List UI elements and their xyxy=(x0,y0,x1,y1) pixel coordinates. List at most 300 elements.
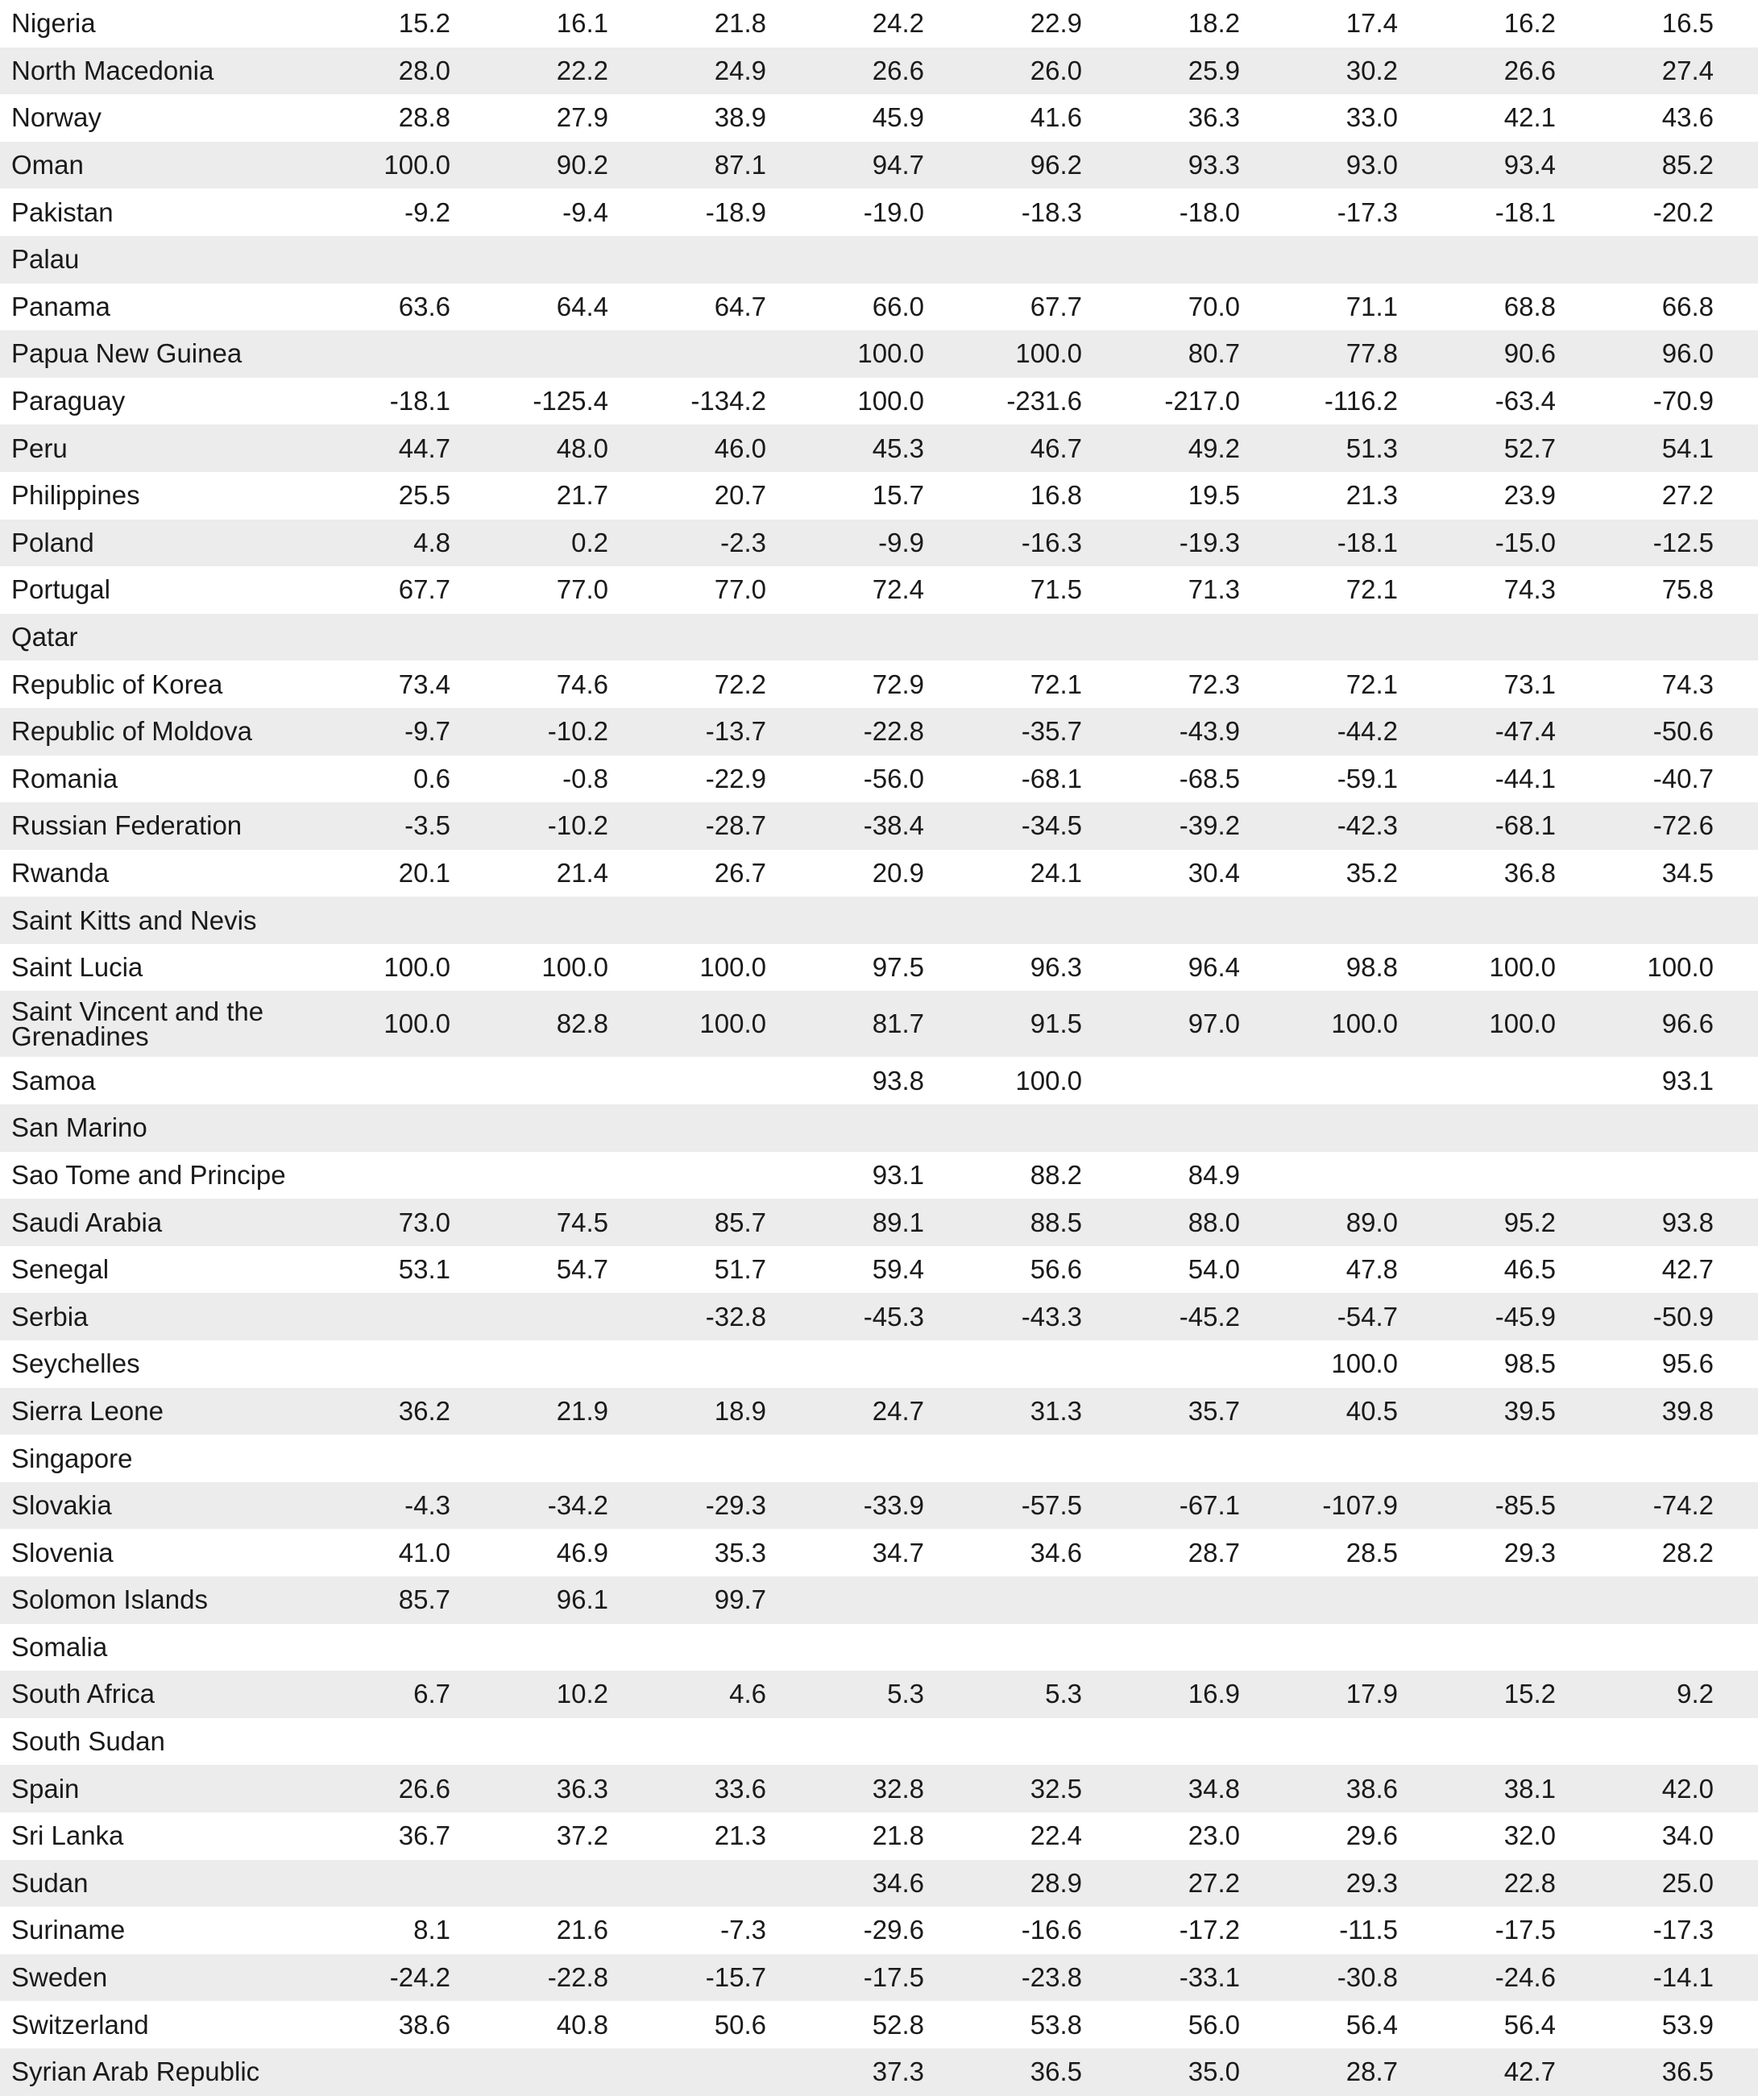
value-cell xyxy=(970,1576,1128,1624)
value-cell xyxy=(496,1624,654,1671)
table-row xyxy=(0,1340,1758,1388)
value-cell: 16.9 xyxy=(1128,1671,1286,1718)
value-cell: 24.2 xyxy=(812,0,970,48)
value-cell: 93.3 xyxy=(1128,142,1286,189)
table-row xyxy=(0,991,1758,1057)
value-cell: 71.1 xyxy=(1286,284,1444,331)
value-cell: 72.1 xyxy=(1286,661,1444,708)
value-cell xyxy=(654,2048,812,2096)
value-cell: -68.1 xyxy=(970,756,1128,803)
value-cell: 84.9 xyxy=(1128,1152,1286,1199)
value-cell xyxy=(654,236,812,284)
value-cell: -45.2 xyxy=(1128,1293,1286,1340)
value-cell: 32.8 xyxy=(812,1765,970,1812)
value-cell: 56.4 xyxy=(1444,2001,1602,2048)
value-cell: 74.3 xyxy=(1444,566,1602,614)
value-cell: 90.6 xyxy=(1444,330,1602,378)
value-cell: -68.1 xyxy=(1444,802,1602,850)
country-name-cell: Syrian Arab Republic xyxy=(0,2048,338,2096)
value-cell: -4.3 xyxy=(338,1482,496,1530)
value-cell xyxy=(1128,1435,1286,1482)
value-cell: 46.5 xyxy=(1444,1246,1602,1294)
value-cell xyxy=(1602,1104,1758,1152)
value-cell xyxy=(1444,897,1602,944)
value-cell: -23.8 xyxy=(970,1954,1128,2002)
value-cell xyxy=(1286,1718,1444,1766)
value-cell: 23.0 xyxy=(1128,1812,1286,1860)
value-cell: 28.9 xyxy=(970,1860,1128,1907)
value-cell: 31.3 xyxy=(970,1388,1128,1435)
value-cell: 64.7 xyxy=(654,284,812,331)
table-row xyxy=(0,330,1758,378)
value-cell: 36.5 xyxy=(1602,2048,1758,2096)
value-cell: 74.5 xyxy=(496,1199,654,1246)
value-cell: -24.6 xyxy=(1444,1954,1602,2002)
value-cell: 46.7 xyxy=(970,425,1128,472)
country-name-cell: Singapore xyxy=(0,1435,338,1482)
value-cell: 38.6 xyxy=(1286,1765,1444,1812)
value-cell: 36.3 xyxy=(496,1765,654,1812)
value-cell: 46.0 xyxy=(654,425,812,472)
value-cell: 27.2 xyxy=(1128,1860,1286,1907)
value-cell: 52.8 xyxy=(812,2001,970,2048)
value-cell: 100.0 xyxy=(338,991,496,1057)
value-cell: 91.5 xyxy=(970,991,1128,1057)
value-cell: 72.3 xyxy=(1128,661,1286,708)
value-cell: 100.0 xyxy=(812,378,970,425)
value-cell: 38.6 xyxy=(338,2001,496,2048)
value-cell: 19.5 xyxy=(1128,472,1286,520)
value-cell xyxy=(338,2048,496,2096)
value-cell xyxy=(338,897,496,944)
value-cell xyxy=(496,1057,654,1104)
value-cell xyxy=(1128,1576,1286,1624)
value-cell xyxy=(1286,1435,1444,1482)
table-row xyxy=(0,1718,1758,1766)
value-cell: 36.3 xyxy=(1128,94,1286,142)
value-cell: 45.9 xyxy=(812,94,970,142)
value-cell xyxy=(1128,897,1286,944)
table-row xyxy=(0,1765,1758,1812)
value-cell: -7.3 xyxy=(654,1907,812,1954)
value-cell: -9.7 xyxy=(338,708,496,756)
value-cell: 21.9 xyxy=(496,1388,654,1435)
value-cell: 21.3 xyxy=(654,1812,812,1860)
value-cell xyxy=(496,1860,654,1907)
value-cell xyxy=(1444,614,1602,661)
country-name-cell: Seychelles xyxy=(0,1340,338,1388)
value-cell: 40.5 xyxy=(1286,1388,1444,1435)
value-cell: 25.9 xyxy=(1128,48,1286,95)
value-cell: 72.2 xyxy=(654,661,812,708)
country-name-cell: Poland xyxy=(0,520,338,567)
value-cell xyxy=(1286,1624,1444,1671)
country-name-cell: San Marino xyxy=(0,1104,338,1152)
value-cell: 28.7 xyxy=(1286,2048,1444,2096)
value-cell: 100.0 xyxy=(654,944,812,992)
value-cell: -18.1 xyxy=(1286,520,1444,567)
value-cell: -34.2 xyxy=(496,1482,654,1530)
table-row xyxy=(0,1671,1758,1718)
value-cell xyxy=(1286,1104,1444,1152)
value-cell xyxy=(970,614,1128,661)
country-name-cell: Russian Federation xyxy=(0,802,338,850)
value-cell: 88.5 xyxy=(970,1199,1128,1246)
value-cell xyxy=(812,1435,970,1482)
value-cell xyxy=(1444,1435,1602,1482)
value-cell xyxy=(1128,1340,1286,1388)
value-cell: 98.8 xyxy=(1286,944,1444,992)
value-cell xyxy=(1444,1104,1602,1152)
value-cell: -72.6 xyxy=(1602,802,1758,850)
country-name-cell: Portugal xyxy=(0,566,338,614)
value-cell xyxy=(812,1576,970,1624)
value-cell: -56.0 xyxy=(812,756,970,803)
value-cell: -34.5 xyxy=(970,802,1128,850)
value-cell: 32.5 xyxy=(970,1765,1128,1812)
value-cell: 33.0 xyxy=(1286,94,1444,142)
country-name-cell: Norway xyxy=(0,94,338,142)
value-cell: -44.2 xyxy=(1286,708,1444,756)
country-name-cell: Nigeria xyxy=(0,0,338,48)
value-cell: 21.3 xyxy=(1286,472,1444,520)
value-cell: 37.3 xyxy=(812,2048,970,2096)
country-name-cell: South Sudan xyxy=(0,1718,338,1766)
value-cell: 8.1 xyxy=(338,1907,496,1954)
value-cell xyxy=(1602,1152,1758,1199)
value-cell: 71.3 xyxy=(1128,566,1286,614)
table-row xyxy=(0,1812,1758,1860)
value-cell: 54.7 xyxy=(496,1246,654,1294)
value-cell: -29.6 xyxy=(812,1907,970,1954)
value-cell: 41.0 xyxy=(338,1529,496,1576)
value-cell: 100.0 xyxy=(654,991,812,1057)
value-cell xyxy=(338,1340,496,1388)
value-cell: -15.7 xyxy=(654,1954,812,2002)
value-cell: 100.0 xyxy=(338,142,496,189)
value-cell xyxy=(1128,1104,1286,1152)
value-cell xyxy=(654,1340,812,1388)
value-cell: 93.1 xyxy=(812,1152,970,1199)
value-cell: 16.8 xyxy=(970,472,1128,520)
country-name-cell: Panama xyxy=(0,284,338,331)
value-cell xyxy=(1128,1624,1286,1671)
country-name-cell: Papua New Guinea xyxy=(0,330,338,378)
value-cell: 34.7 xyxy=(812,1529,970,1576)
value-cell: 20.9 xyxy=(812,850,970,897)
table-row xyxy=(0,1104,1758,1152)
value-cell: 85.7 xyxy=(654,1199,812,1246)
value-cell: 23.9 xyxy=(1444,472,1602,520)
country-name-cell: Republic of Moldova xyxy=(0,708,338,756)
value-cell xyxy=(654,897,812,944)
table-row xyxy=(0,1152,1758,1199)
table-row xyxy=(0,1907,1758,1954)
value-cell: 100.0 xyxy=(496,944,654,992)
value-cell: -43.3 xyxy=(970,1293,1128,1340)
value-cell xyxy=(1286,614,1444,661)
value-cell xyxy=(338,1624,496,1671)
value-cell: 42.0 xyxy=(1602,1765,1758,1812)
value-cell: 21.4 xyxy=(496,850,654,897)
table-row xyxy=(0,188,1758,236)
country-name-cell: Suriname xyxy=(0,1907,338,1954)
value-cell: 81.7 xyxy=(812,991,970,1057)
value-cell: 5.3 xyxy=(970,1671,1128,1718)
value-cell xyxy=(496,330,654,378)
value-cell: 0.2 xyxy=(496,520,654,567)
value-cell: 47.8 xyxy=(1286,1246,1444,1294)
country-name-cell: Saint Lucia xyxy=(0,944,338,992)
value-cell: 21.7 xyxy=(496,472,654,520)
value-cell: -45.9 xyxy=(1444,1293,1602,1340)
value-cell: -70.9 xyxy=(1602,378,1758,425)
value-cell xyxy=(1286,897,1444,944)
value-cell: -44.1 xyxy=(1444,756,1602,803)
country-name-cell: Peru xyxy=(0,425,338,472)
value-cell: 49.2 xyxy=(1128,425,1286,472)
table-row xyxy=(0,1057,1758,1104)
value-cell: 41.6 xyxy=(970,94,1128,142)
value-cell: 53.8 xyxy=(970,2001,1128,2048)
table-row xyxy=(0,142,1758,189)
table-row xyxy=(0,284,1758,331)
value-cell: 17.9 xyxy=(1286,1671,1444,1718)
value-cell: -30.8 xyxy=(1286,1954,1444,2002)
value-cell: 97.0 xyxy=(1128,991,1286,1057)
value-cell: 93.8 xyxy=(1602,1199,1758,1246)
value-cell xyxy=(812,1718,970,1766)
value-cell: 45.3 xyxy=(812,425,970,472)
country-name-cell: Qatar xyxy=(0,614,338,661)
table-row xyxy=(0,94,1758,142)
value-cell: 29.3 xyxy=(1444,1529,1602,1576)
value-cell: 36.5 xyxy=(970,2048,1128,2096)
table-row xyxy=(0,2048,1758,2096)
value-cell: 80.7 xyxy=(1128,330,1286,378)
value-cell: 10.2 xyxy=(496,1671,654,1718)
value-cell: 73.0 xyxy=(338,1199,496,1246)
value-cell xyxy=(338,1104,496,1152)
value-cell xyxy=(496,1435,654,1482)
table-row xyxy=(0,1435,1758,1482)
value-cell: 73.4 xyxy=(338,661,496,708)
value-cell: 24.9 xyxy=(654,48,812,95)
value-cell: 77.0 xyxy=(654,566,812,614)
value-cell xyxy=(654,1104,812,1152)
value-cell: -18.9 xyxy=(654,188,812,236)
value-cell: -22.8 xyxy=(496,1954,654,2002)
country-name-cell: Sudan xyxy=(0,1860,338,1907)
value-cell xyxy=(496,236,654,284)
table-row xyxy=(0,897,1758,944)
value-cell: -107.9 xyxy=(1286,1482,1444,1530)
value-cell: 26.6 xyxy=(812,48,970,95)
value-cell xyxy=(654,1435,812,1482)
value-cell: -18.0 xyxy=(1128,188,1286,236)
value-cell: 74.6 xyxy=(496,661,654,708)
value-cell: -29.3 xyxy=(654,1482,812,1530)
value-cell: 27.2 xyxy=(1602,472,1758,520)
value-cell: 51.7 xyxy=(654,1246,812,1294)
value-cell xyxy=(496,897,654,944)
value-cell: -9.4 xyxy=(496,188,654,236)
value-cell: 64.4 xyxy=(496,284,654,331)
value-cell: 63.6 xyxy=(338,284,496,331)
value-cell: 100.0 xyxy=(970,1057,1128,1104)
value-cell: 27.4 xyxy=(1602,48,1758,95)
value-cell: 89.1 xyxy=(812,1199,970,1246)
value-cell: 26.6 xyxy=(338,1765,496,1812)
value-cell: 16.5 xyxy=(1602,0,1758,48)
country-name-cell: Saudi Arabia xyxy=(0,1199,338,1246)
value-cell: 4.8 xyxy=(338,520,496,567)
value-cell xyxy=(496,1293,654,1340)
value-cell: 38.9 xyxy=(654,94,812,142)
table-row xyxy=(0,850,1758,897)
value-cell: 21.8 xyxy=(812,1812,970,1860)
value-cell: 20.7 xyxy=(654,472,812,520)
value-cell: 4.6 xyxy=(654,1671,812,1718)
value-cell xyxy=(496,1340,654,1388)
value-cell: -10.2 xyxy=(496,802,654,850)
value-cell xyxy=(1286,1576,1444,1624)
country-name-cell: Somalia xyxy=(0,1624,338,1671)
value-cell: 48.0 xyxy=(496,425,654,472)
value-cell: 24.1 xyxy=(970,850,1128,897)
value-cell: 96.0 xyxy=(1602,330,1758,378)
value-cell: 39.8 xyxy=(1602,1388,1758,1435)
value-cell: 17.4 xyxy=(1286,0,1444,48)
country-name-cell: Serbia xyxy=(0,1293,338,1340)
value-cell: 96.1 xyxy=(496,1576,654,1624)
value-cell: 18.2 xyxy=(1128,0,1286,48)
value-cell: 77.0 xyxy=(496,566,654,614)
country-name-cell: Spain xyxy=(0,1765,338,1812)
value-cell: 18.9 xyxy=(654,1388,812,1435)
value-cell: 72.1 xyxy=(970,661,1128,708)
value-cell: 30.4 xyxy=(1128,850,1286,897)
value-cell xyxy=(496,1104,654,1152)
country-name-cell: Sri Lanka xyxy=(0,1812,338,1860)
value-cell: 93.8 xyxy=(812,1057,970,1104)
value-cell xyxy=(812,897,970,944)
value-cell: -18.1 xyxy=(338,378,496,425)
value-cell xyxy=(496,2048,654,2096)
value-cell xyxy=(970,1340,1128,1388)
country-name-cell: Senegal xyxy=(0,1246,338,1294)
value-cell: 5.3 xyxy=(812,1671,970,1718)
value-cell: -59.1 xyxy=(1286,756,1444,803)
country-name-cell: Republic of Korea xyxy=(0,661,338,708)
value-cell: 46.9 xyxy=(496,1529,654,1576)
value-cell: 21.8 xyxy=(654,0,812,48)
value-cell: 34.6 xyxy=(812,1860,970,1907)
value-cell xyxy=(1602,1718,1758,1766)
value-cell: 72.1 xyxy=(1286,566,1444,614)
value-cell: 70.0 xyxy=(1128,284,1286,331)
value-cell: -20.2 xyxy=(1602,188,1758,236)
value-cell xyxy=(1444,1624,1602,1671)
value-cell: 28.2 xyxy=(1602,1529,1758,1576)
value-cell xyxy=(1602,1624,1758,1671)
value-cell: 28.5 xyxy=(1286,1529,1444,1576)
value-cell: 52.7 xyxy=(1444,425,1602,472)
value-cell: 27.9 xyxy=(496,94,654,142)
value-cell: 96.2 xyxy=(970,142,1128,189)
value-cell: 35.0 xyxy=(1128,2048,1286,2096)
value-cell: -63.4 xyxy=(1444,378,1602,425)
value-cell xyxy=(338,1057,496,1104)
value-cell: -54.7 xyxy=(1286,1293,1444,1340)
value-cell: 43.6 xyxy=(1602,94,1758,142)
value-cell: 35.2 xyxy=(1286,850,1444,897)
table-row xyxy=(0,1624,1758,1671)
table-row xyxy=(0,520,1758,567)
country-name-cell: Solomon Islands xyxy=(0,1576,338,1624)
value-cell: -28.7 xyxy=(654,802,812,850)
value-cell: 96.3 xyxy=(970,944,1128,992)
value-cell: 34.8 xyxy=(1128,1765,1286,1812)
value-cell: 66.0 xyxy=(812,284,970,331)
value-cell: 54.0 xyxy=(1128,1246,1286,1294)
value-cell xyxy=(654,614,812,661)
table-row xyxy=(0,1860,1758,1907)
value-cell: -16.3 xyxy=(970,520,1128,567)
country-name-cell: Saint Vincent and the Grenadines xyxy=(0,991,338,1057)
table-row xyxy=(0,1246,1758,1294)
table-row xyxy=(0,661,1758,708)
value-cell xyxy=(812,236,970,284)
value-cell xyxy=(1286,1057,1444,1104)
value-cell xyxy=(654,1718,812,1766)
value-cell xyxy=(1602,236,1758,284)
value-cell xyxy=(338,1152,496,1199)
value-cell: 51.3 xyxy=(1286,425,1444,472)
value-cell: 36.7 xyxy=(338,1812,496,1860)
value-cell: -19.3 xyxy=(1128,520,1286,567)
value-cell: 73.1 xyxy=(1444,661,1602,708)
value-cell xyxy=(970,1624,1128,1671)
value-cell xyxy=(654,1152,812,1199)
value-cell: 53.1 xyxy=(338,1246,496,1294)
value-cell: 26.7 xyxy=(654,850,812,897)
value-cell: 74.3 xyxy=(1602,661,1758,708)
value-cell: 15.2 xyxy=(338,0,496,48)
value-cell: 100.0 xyxy=(812,330,970,378)
table-row xyxy=(0,708,1758,756)
value-cell: 16.2 xyxy=(1444,0,1602,48)
value-cell xyxy=(338,236,496,284)
value-cell: 100.0 xyxy=(970,330,1128,378)
value-cell: 36.2 xyxy=(338,1388,496,1435)
value-cell: -67.1 xyxy=(1128,1482,1286,1530)
value-cell: 0.6 xyxy=(338,756,496,803)
value-cell: 98.5 xyxy=(1444,1340,1602,1388)
country-name-cell: Slovenia xyxy=(0,1529,338,1576)
value-cell: -33.1 xyxy=(1128,1954,1286,2002)
value-cell: -0.8 xyxy=(496,756,654,803)
value-cell: -12.5 xyxy=(1602,520,1758,567)
country-name-cell: Paraguay xyxy=(0,378,338,425)
value-cell xyxy=(1602,614,1758,661)
value-cell: 21.6 xyxy=(496,1907,654,1954)
value-cell xyxy=(812,1104,970,1152)
value-cell: 67.7 xyxy=(338,566,496,614)
value-cell: -17.3 xyxy=(1602,1907,1758,1954)
value-cell xyxy=(654,1860,812,1907)
value-cell: 100.0 xyxy=(1286,991,1444,1057)
